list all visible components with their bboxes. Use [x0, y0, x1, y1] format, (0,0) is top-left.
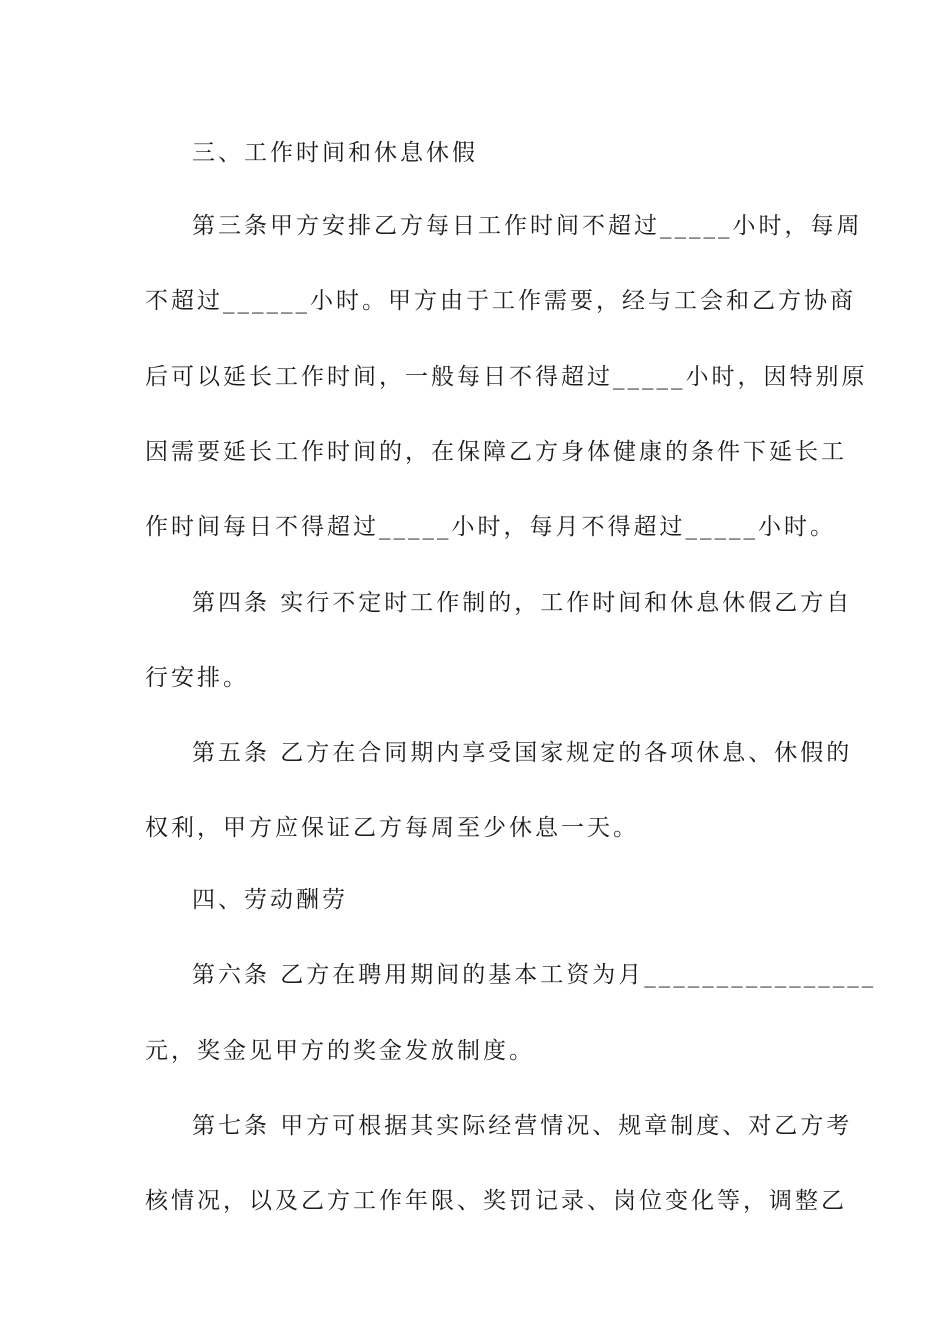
article-3-line-1: 第三条甲方安排乙方每日工作时间不超过_____小时，每周 [192, 213, 863, 239]
article-5-line-1: 第五条 乙方在合同期内享受国家规定的各项休息、休假的 [192, 740, 853, 766]
article-3-line-3: 后可以延长工作时间，一般每日不得超过_____小时，因特别原 [145, 364, 868, 390]
article-5-line-2: 权利，甲方应保证乙方每周至少休息一天。 [145, 815, 639, 841]
article-4-line-1: 第四条 实行不定时工作制的，工作时间和休息休假乙方自 [192, 590, 853, 616]
article-3-line-4: 因需要延长工作时间的，在保障乙方身体健康的条件下延长工 [145, 439, 847, 465]
article-7-line-2: 核情况，以及乙方工作年限、奖罚记录、岗位变化等，调整乙 [145, 1188, 847, 1214]
article-4-line-2: 行安排。 [145, 665, 249, 691]
article-6-line-2: 元，奖金见甲方的奖金发放制度。 [145, 1038, 535, 1064]
section-heading-working-hours: 三、工作时间和休息休假 [192, 140, 478, 166]
article-3-line-2: 不超过______小时。甲方由于工作需要，经与工会和乙方协商 [145, 288, 856, 314]
article-3-line-5: 作时间每日不得超过_____小时，每月不得超过_____小时。 [145, 514, 836, 540]
article-7-line-1: 第七条 甲方可根据其实际经营情况、规章制度、对乙方考 [192, 1113, 853, 1139]
article-6-line-1: 第六条 乙方在聘用期间的基本工资为月________________ [192, 962, 877, 988]
section-heading-remuneration: 四、劳动酬劳 [192, 887, 348, 913]
